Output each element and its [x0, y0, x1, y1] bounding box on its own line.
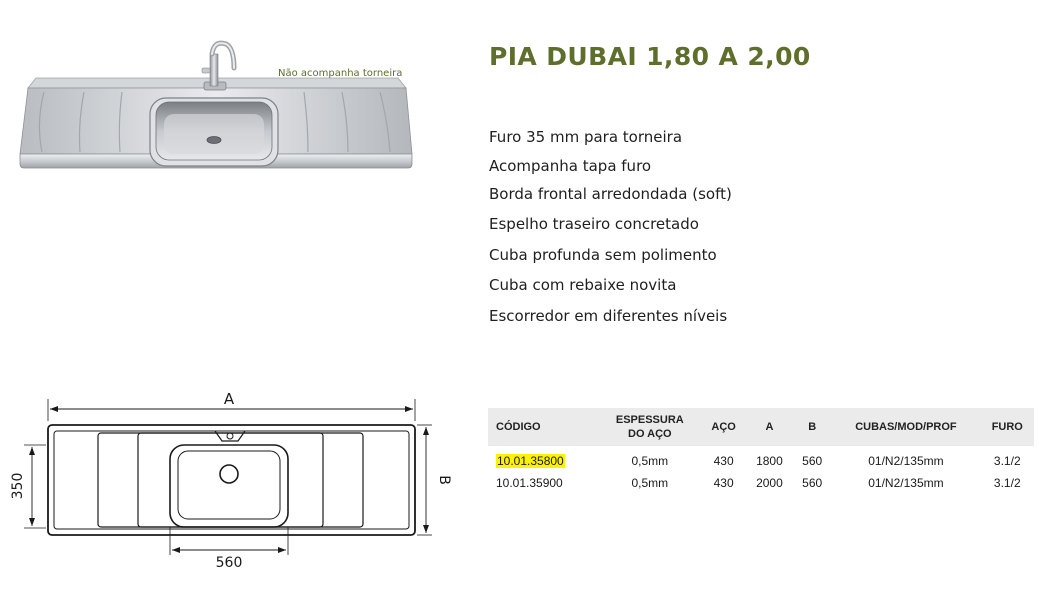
table-header-row [488, 408, 1034, 446]
col-header-a: A [746, 408, 793, 446]
col-header-espessura-line1: ESPESSURA [615, 414, 684, 426]
feature-item: Cuba profunda sem polimento [489, 246, 717, 264]
cell-cubas: 01/N2/135mm [868, 476, 944, 490]
cell-furo: 3.1/2 [993, 476, 1021, 490]
table-row [488, 446, 1034, 472]
feature-item: Espelho traseiro concretado [489, 215, 699, 233]
dimension-b-label: B [436, 475, 452, 485]
dimension-width-label: 560 [215, 555, 243, 571]
col-header-cubas: CUBAS/MOD/PROF [831, 408, 980, 446]
cell-aco: 430 [713, 454, 734, 468]
cell-cubas: 01/N2/135mm [868, 454, 944, 468]
photo-note: Não acompanha torneira [278, 68, 403, 79]
col-header-aco: AÇO [702, 408, 746, 446]
feature-item: Cuba com rebaixe novita [489, 276, 677, 294]
cell-b: 560 [802, 476, 823, 490]
cell-codigo: 10.01.35900 [496, 476, 563, 490]
cell-a: 2000 [756, 476, 783, 490]
dimension-height-label: 350 [10, 472, 26, 500]
product-title: PIA DUBAI 1,80 A 2,00 [489, 42, 811, 71]
cell-b: 560 [802, 454, 823, 468]
col-header-codigo: CÓDIGO [488, 408, 598, 446]
feature-item: Furo 35 mm para torneira [489, 128, 683, 146]
col-header-espessura [598, 408, 701, 446]
table-row [488, 472, 1034, 494]
feature-item: Acompanha tapa furo [489, 157, 652, 175]
highlighted-code: 10.01.35800 [497, 454, 564, 468]
feature-item: Borda frontal arredondada (soft) [489, 185, 732, 203]
cell-furo: 3.1/2 [993, 454, 1021, 468]
col-header-b: B [793, 408, 831, 446]
feature-item: Escorredor em diferentes níveis [489, 307, 728, 325]
cell-a: 1800 [756, 454, 783, 468]
cell-espessura: 0,5mm [631, 454, 669, 468]
technical-drawing [10, 385, 450, 575]
cell-espessura: 0,5mm [631, 476, 669, 490]
col-header-espessura-line2: DO AÇO [628, 428, 672, 440]
cell-aco: 430 [713, 476, 734, 490]
spec-table [488, 408, 1034, 494]
dimension-a-label: A [223, 390, 235, 408]
product-photo [14, 38, 414, 178]
cell-codigo [488, 446, 598, 472]
col-header-furo: FURO [981, 408, 1034, 446]
